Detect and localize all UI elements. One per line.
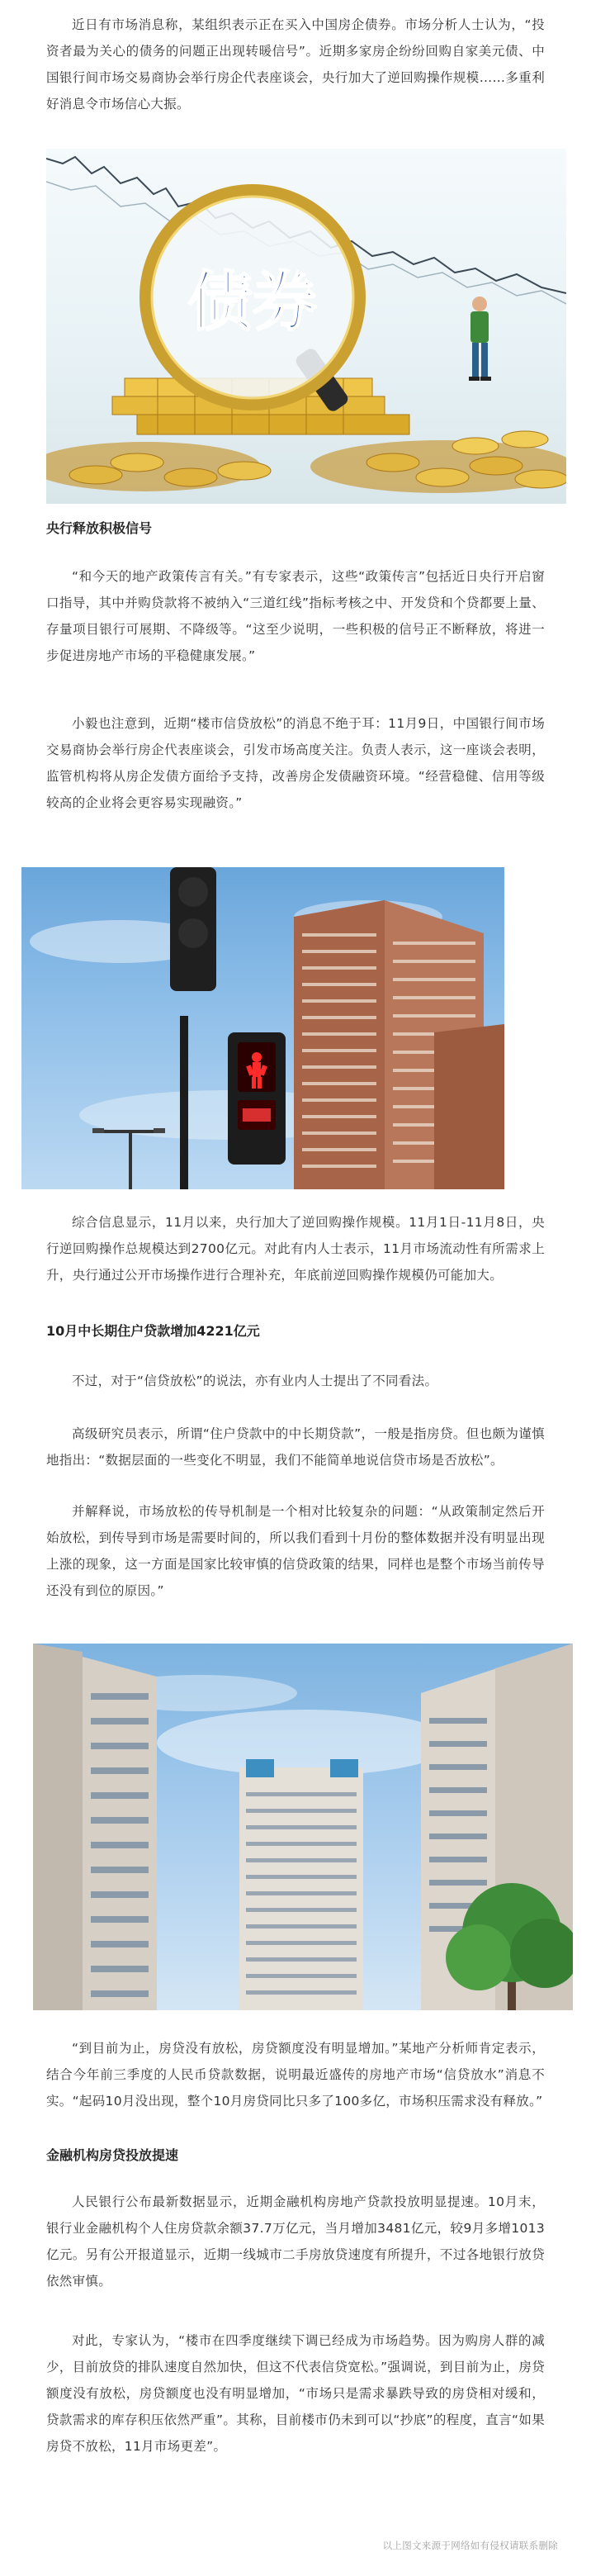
bond-magnifier-image xyxy=(46,149,566,504)
street-lamp-graphic xyxy=(92,1128,165,1189)
towers-illustration xyxy=(33,1644,573,2010)
heading-text: 10月中长期住户贷款增加4221亿元 xyxy=(46,1323,260,1339)
businessman-figure-graphic xyxy=(469,297,491,381)
paragraph-credit-easing xyxy=(46,710,545,816)
paragraph-text: 人民银行公布最新数据显示，近期金融机构房地产贷款投放明显提速。10月末，银行业金融机构个人住房贷款余额37.7万亿元，当月增加3481亿元，较9月多增1013亿元。另有公开报道显示，近期一线城市二手房放贷速度有所提升，不过各地银行放贷依然审慎。 xyxy=(46,2194,545,2289)
section-heading-central-bank xyxy=(46,517,545,540)
copyright-note: 以上图文来源于网络如有侵权请联系删除 xyxy=(382,2540,558,2551)
paragraph-different-view xyxy=(46,1368,545,1394)
paragraph-pboc-data xyxy=(46,2189,545,2294)
residential-towers-image xyxy=(33,1644,573,2010)
bond-sign-text: 债券 xyxy=(187,264,318,339)
section-heading-household-loans xyxy=(46,1320,545,1343)
section-heading-mortgage xyxy=(46,2144,545,2167)
center-tower-graphic xyxy=(239,1759,363,2010)
paragraph-text: 近日有市场消息称，某组织表示正在买入中国房企债券。市场分析人士认为，“投资者最为关心的债务的问题正出现转暖信号”。近期多家房企纷纷回购自家美元债、中国银行间市场交易商协会举行房企代表座谈会，央行加大了逆回购操作规模……多重利好消息令市场信心大振。 xyxy=(46,17,545,111)
paragraph-text: 综合信息显示，11月以来，央行加大了逆回购操作规模。11月1日-11月8日，央行逆回购操作总规模达到2700亿元。对此有内人士表示，11月市场流动性有所需求上升，央行通过公开市场操作进行合理补充，年底前逆回购操作规模仍可能加大。 xyxy=(46,1215,545,1283)
paragraph-expert-view xyxy=(46,2327,545,2460)
bond-illustration xyxy=(46,149,566,504)
buildings-graphic xyxy=(294,900,504,1189)
paragraph-text: 对此，专家认为，“楼市在四季度继续下调已经成为市场趋势。因为购房人群的减少，目前放贷的排队速度自然加快，但这不代表信贷宽松。”强调说，到目前为止，房贷额度没有放松，房贷额度也没有明显增加，“市场只是需求暴跌导致的房贷相对缓和，贷款需求的库存积压依然严重”。其称，目前楼市仍未到可以“抄底”的程度，直言“如果房贷不放松，11月市场更差”。 xyxy=(46,2333,545,2454)
paragraph-text: “和今天的地产政策传言有关。”有专家表示，这些“政策传言”包括近日央行开启窗口指导，其中并购贷款将不被纳入“三道红线”指标考核之中、开发贷和个贷都要上量、存量项目银行可展期、不降级等。“这至少说明，一些积极的信号正不断释放，将进一步促进房地产市场的平稳健康发展。” xyxy=(46,569,545,663)
paragraph-text: 高级研究员表示，所谓“住户贷款中的中长期贷款”，一般是指房贷。但也颇为谨慎地指出：“数据层面的一些变化不明显，我们不能简单地说信贷市场是否放松”。 xyxy=(46,1426,545,1468)
paragraph-text: “到目前为止，房贷没有放松，房贷额度没有明显增加。”某地产分析师肯定表示，结合今年前三季度的人民币贷款数据，说明最近盛传的房地产市场“信贷放水”消息不实。“起码10月没出现，整个10月房贷同比只多了100多亿，市场积压需求没有释放。” xyxy=(46,2041,545,2109)
paragraph-policy-rumor xyxy=(46,563,545,669)
left-tower-graphic xyxy=(33,1644,157,2010)
heading-text: 金融机构房贷投放提速 xyxy=(46,2147,179,2163)
paragraph-transmission xyxy=(46,1498,545,1604)
traffic-light-image xyxy=(21,867,504,1189)
gold-coins-graphic xyxy=(46,431,566,493)
paragraph-no-easing xyxy=(46,2035,545,2114)
heading-text: 央行释放积极信号 xyxy=(46,520,153,536)
paragraph-reverse-repo xyxy=(46,1209,545,1288)
paragraph-text: 不过，对于“信贷放松”的说法，亦有业内人士提出了不同看法。 xyxy=(72,1373,438,1388)
paragraph-researcher-comment xyxy=(46,1421,545,1473)
paragraph-text: 小毅也注意到，近期“楼市信贷放松”的消息不绝于耳：11月9日，中国银行间市场交易商协会举行房企代表座谈会，引发市场高度关注。负责人表示，这一座谈会表明，监管机构将从房企发债方面给予支持，改善房企发债融资环境。“经营稳健、信用等级较高的企业将会更容易实现融资。” xyxy=(46,716,545,810)
traffic-light-graphic xyxy=(170,867,286,1189)
paragraph-text: 并解释说，市场放松的传导机制是一个相对比较复杂的问题：“从政策制定然后开始放松，到传导到市场是需要时间的，所以我们看到十月份的整体数据并没有明显出现上涨的现象，这一方面是国家比较审慎的信贷政策的结果，同样也是整个市场当前传导还没有到位的原因。” xyxy=(46,1504,545,1598)
paragraph-intro xyxy=(46,12,545,117)
traffic-light-illustration xyxy=(21,867,504,1189)
